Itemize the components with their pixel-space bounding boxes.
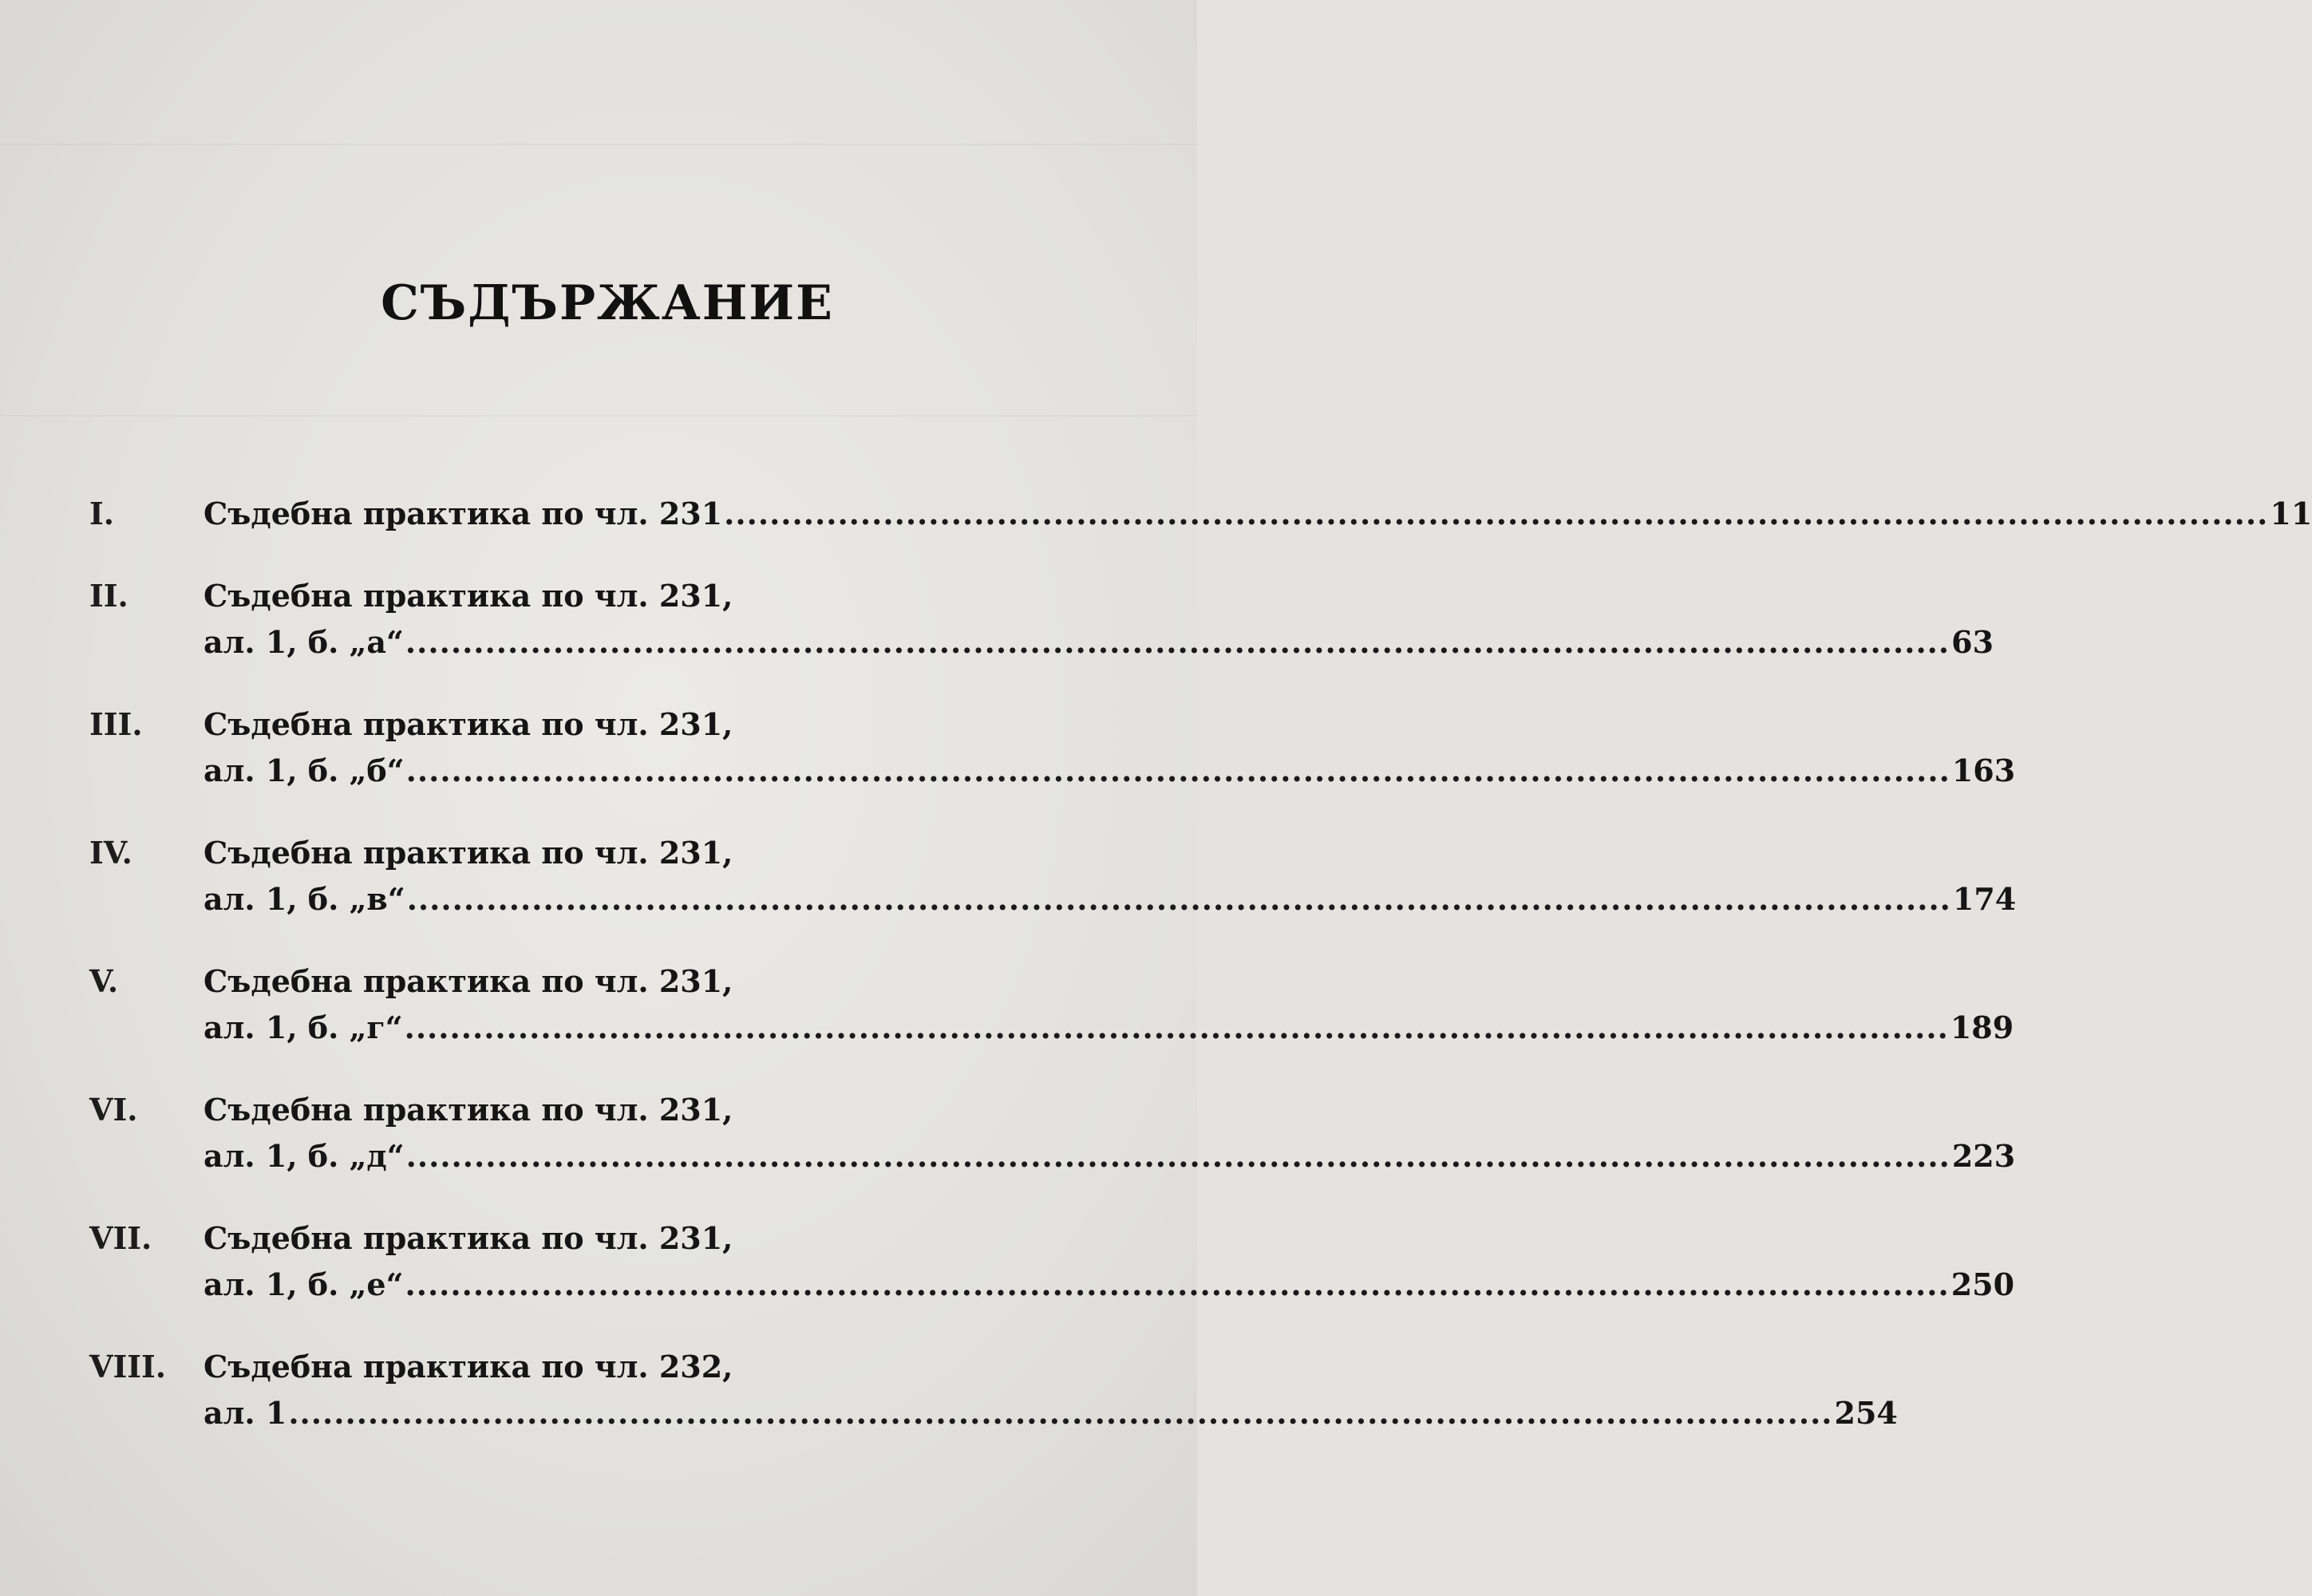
toc-entry[interactable] [89,1344,1898,1436]
toc-entry[interactable] [89,701,2016,794]
toc-entry-page: 189 [1950,1009,2014,1045]
toc-entry-title: Съдебна практика по чл. 231, [204,1092,733,1128]
toc-entry-subtitle: ал. 1, б. „г“ [204,1009,403,1045]
toc-entry-numeral: IV. [89,835,132,871]
toc-entry-title: Съдебна практика по чл. 231, [204,1220,733,1256]
toc-entry-subtitle: ал. 1, б. „б“ [204,753,405,788]
toc-entry-title: Съдебна практика по чл. 231, [204,706,733,742]
toc-entry[interactable] [89,1215,2015,1308]
toc-entry-subtitle: ал. 1 [204,1395,287,1431]
toc-entry-numeral: VI. [89,1092,138,1128]
show-through-line [0,144,1197,145]
toc-entry-title: Съдебна практика по чл. 232, [204,1349,733,1385]
toc-entry-numeral: VII. [89,1220,152,1256]
dot-leader: ........................................................................................................................................ [404,1009,1949,1045]
dot-leader: ........................................................................................................................................ [405,1266,1950,1302]
dot-leader: ........................................................................................................................................ [288,1395,1833,1431]
dot-leader: ........................................................................................................................................ [405,1138,1950,1174]
toc-entry-subtitle: ал. 1, б. „а“ [204,624,404,660]
toc-entry-title: Съдебна практика по чл. 231, [204,578,733,614]
toc-entry-title: Съдебна практика по чл. 231 [204,496,723,531]
toc-entry-numeral: III. [89,706,143,742]
toc-entry-page: 63 [1951,624,1994,660]
toc-entry-numeral: II. [89,578,128,614]
toc-entry-subtitle: ал. 1, б. „е“ [204,1266,404,1302]
toc-entry-page: 223 [1951,1138,2016,1174]
table-of-contents [89,491,2312,1472]
toc-entry-title: Съдебна практика по чл. 231, [204,835,733,871]
show-through-line [0,415,1197,417]
toc-entry[interactable] [89,491,2312,537]
toc-entry[interactable] [89,958,2014,1051]
toc-entry-page: 174 [1952,881,2017,917]
dot-leader: ........................................................................................................................................ [406,881,1951,917]
toc-entry-title: Съдебна практика по чл. 231, [204,963,733,999]
toc-entry-subtitle: ал. 1, б. „в“ [204,881,405,917]
toc-entry[interactable] [89,1087,2016,1179]
toc-entry[interactable] [89,830,2017,922]
dot-leader: ........................................................................................................................................ [405,753,1950,788]
toc-entry[interactable] [89,573,1994,666]
toc-entry-page: 254 [1834,1395,1898,1431]
dot-leader: ........................................................................................................................................ [405,624,1950,660]
page-title: СЪДЪРЖАНИЕ [381,275,834,331]
toc-entry-numeral: V. [89,963,119,999]
toc-entry-page: 163 [1951,753,2016,788]
toc-entry-numeral: VIII. [89,1349,167,1385]
toc-entry-page: 250 [1950,1266,2015,1302]
toc-entry-page: 11 [2270,496,2312,531]
toc-entry-subtitle: ал. 1, б. „д“ [204,1138,405,1174]
dot-leader: ........................................................................................................................................ [724,496,2269,531]
toc-entry-numeral: I. [89,496,115,531]
